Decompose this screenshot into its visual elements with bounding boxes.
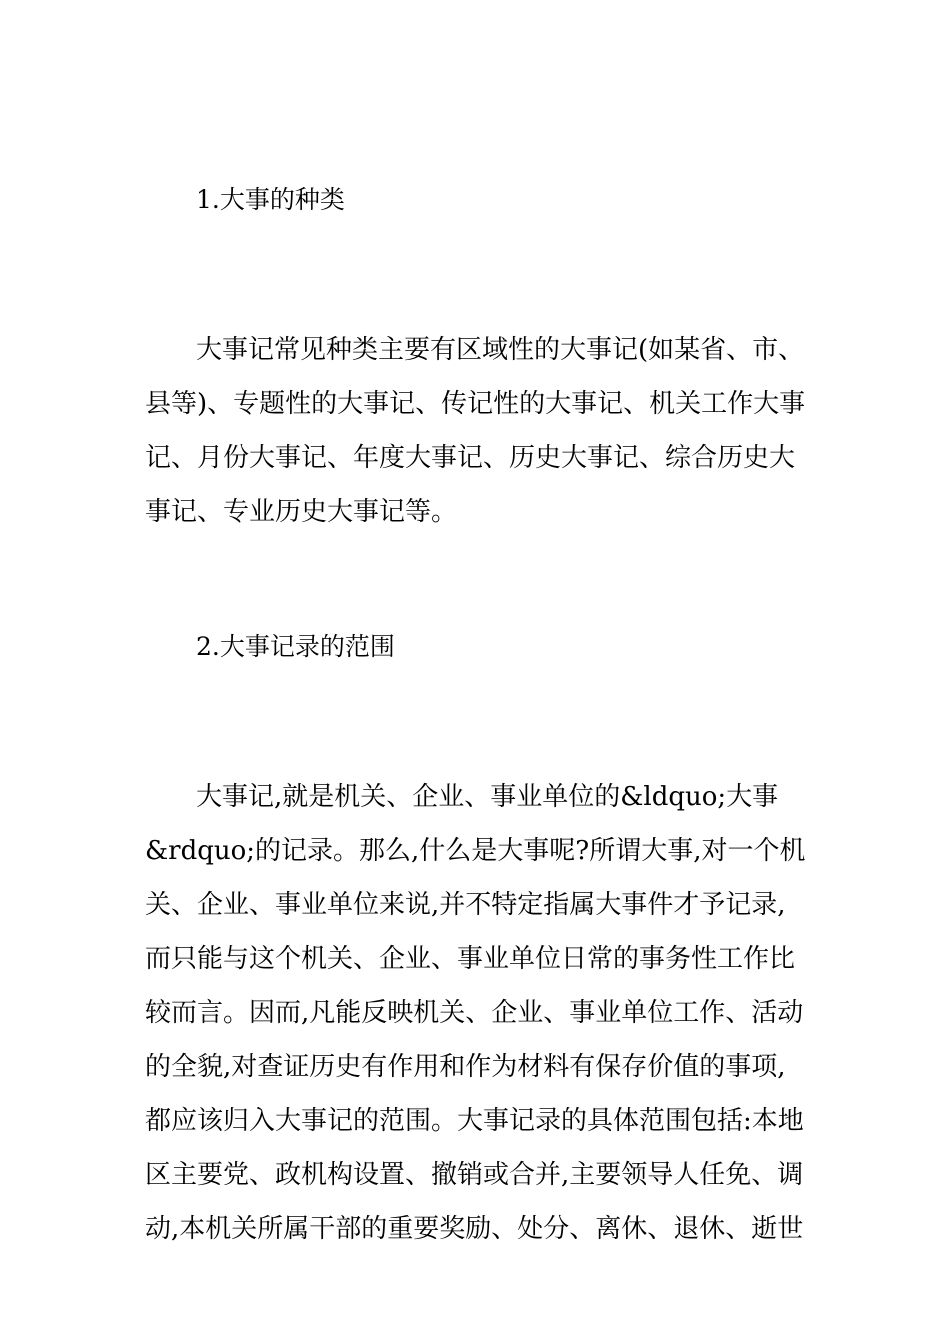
paragraph-scope-of-records xyxy=(145,770,825,1256)
paragraph-line: 都应该归入大事记的范围。大事记录的具体范围包括:本地 xyxy=(145,1106,804,1136)
paragraph-line: 区主要党、政机构设置、撤销或合并,主要领导人任免、调 xyxy=(145,1160,804,1190)
paragraph-line: 关、企业、事业单位来说,并不特定指属大事件才予记录, xyxy=(145,890,786,920)
paragraph-line: 大事记,就是机关、企业、事业单位的&ldquo;大事 xyxy=(196,782,779,812)
paragraph-line: 动,本机关所属干部的重要奖励、处分、离休、退休、逝世 xyxy=(145,1214,804,1244)
section-heading-2: 2.大事记录的范围 xyxy=(196,632,395,661)
paragraph-line: 较而言。因而,凡能反映机关、企业、事业单位工作、活动 xyxy=(145,998,804,1028)
paragraph-line: 记、月份大事记、年度大事记、历史大事记、综合历史大 xyxy=(145,443,796,473)
paragraph-line: &rdquo;的记录。那么,什么是大事呢?所谓大事,对一个机 xyxy=(145,836,806,866)
paragraph-line: 而只能与这个机关、企业、事业单位日常的事务性工作比 xyxy=(145,944,796,974)
paragraph-line: 的全貌,对查证历史有作用和作为材料有保存价值的事项, xyxy=(145,1052,786,1082)
section-heading-1: 1.大事的种类 xyxy=(196,185,345,214)
paragraph-line: 大事记常见种类主要有区域性的大事记(如某省、市、 xyxy=(196,335,805,365)
paragraph-types-of-events xyxy=(145,323,825,539)
paragraph-line: 事记、专业历史大事记等。 xyxy=(145,497,458,527)
paragraph-line: 县等)、专题性的大事记、传记性的大事记、机关工作大事 xyxy=(145,389,806,419)
